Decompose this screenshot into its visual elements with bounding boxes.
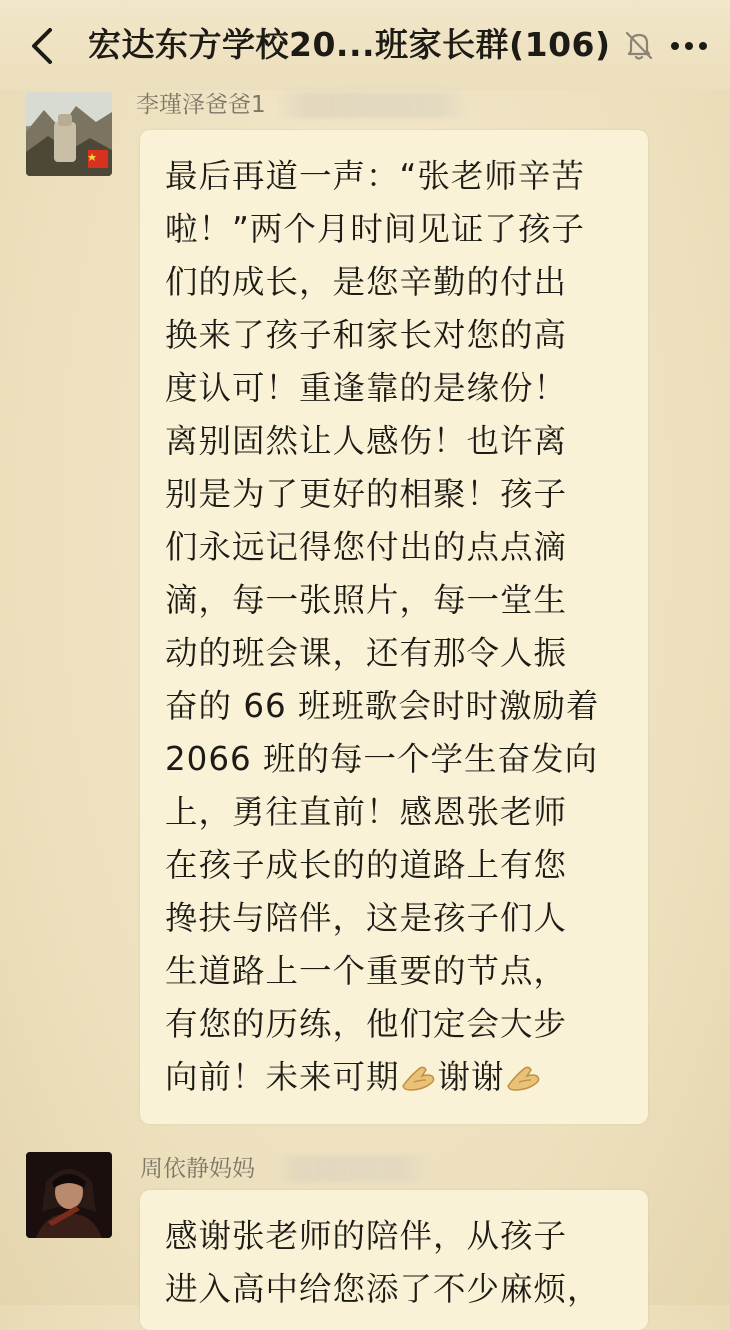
message-text: [165, 1210, 635, 1316]
message-line: 动的班会课，还有那令人振: [165, 634, 568, 672]
message-bubble[interactable]: [140, 1190, 648, 1330]
sender-avatar[interactable]: [26, 1152, 112, 1238]
message-line: 有您的历练，他们定会大步: [165, 1005, 568, 1043]
message-line: 离别固然让人感伤！也许离: [165, 422, 568, 460]
chat-title: 宏达东方学校20...班家长群(106): [88, 25, 611, 64]
more-button[interactable]: [664, 26, 714, 66]
blurred-redaction: [278, 92, 468, 118]
message-line: 滴，每一张照片，每一堂生: [165, 581, 568, 619]
character-avatar-icon: [26, 1152, 112, 1238]
message-line-part: 向前！未来可期: [165, 1058, 400, 1096]
message-line: 换来了孩子和家长对您的高: [165, 316, 568, 354]
message-line-part: 谢谢: [437, 1058, 505, 1096]
landscape-avatar-icon: [26, 92, 112, 176]
message-line: 2066 班的每一个学生奋发向: [165, 740, 599, 778]
message-line: 奋的 66 班班歌会时时激励着: [165, 687, 600, 725]
sender-avatar[interactable]: [26, 92, 112, 176]
folded-hands-emoji-icon: [505, 1062, 543, 1092]
message-line: 在孩子成长的的道路上有您: [165, 846, 568, 884]
message-line: 最后再道一声：“张老师辛苦: [165, 157, 585, 195]
folded-hands-emoji-icon: [400, 1062, 438, 1092]
message-line: 进入高中给您添了不少麻烦，: [165, 1270, 601, 1308]
message-line: 别是为了更好的相聚！孩子: [165, 475, 568, 513]
back-button[interactable]: [22, 22, 66, 70]
message-text: [165, 150, 635, 1104]
message-line: 感谢张老师的陪伴，从孩子: [165, 1217, 568, 1255]
message-line: 上，勇往直前！感恩张老师: [165, 793, 568, 831]
message-line: 度认可！重逢靠的是缘份！: [165, 369, 568, 407]
bell-off-icon: [622, 28, 656, 62]
message-line: 搀扶与陪伴，这是孩子们人: [165, 899, 568, 937]
message-line: 们的成长，是您辛勤的付出: [165, 263, 568, 301]
more-dots-icon: [664, 26, 714, 66]
blurred-redaction: [276, 1156, 426, 1182]
message-line-last: [165, 1051, 635, 1104]
message-bubble[interactable]: [140, 130, 648, 1124]
message-line: 们永远记得您付出的点点滴: [165, 528, 568, 566]
sender-name: 周依静妈妈: [140, 1156, 255, 1182]
message-line: 啦！”两个月时间见证了孩子: [165, 210, 585, 248]
sender-name: 李瑾泽爸爸1: [136, 92, 266, 118]
chevron-left-icon: [22, 22, 66, 70]
chat-header: [0, 0, 730, 90]
message-line: 生道路上一个重要的节点，: [165, 952, 568, 990]
